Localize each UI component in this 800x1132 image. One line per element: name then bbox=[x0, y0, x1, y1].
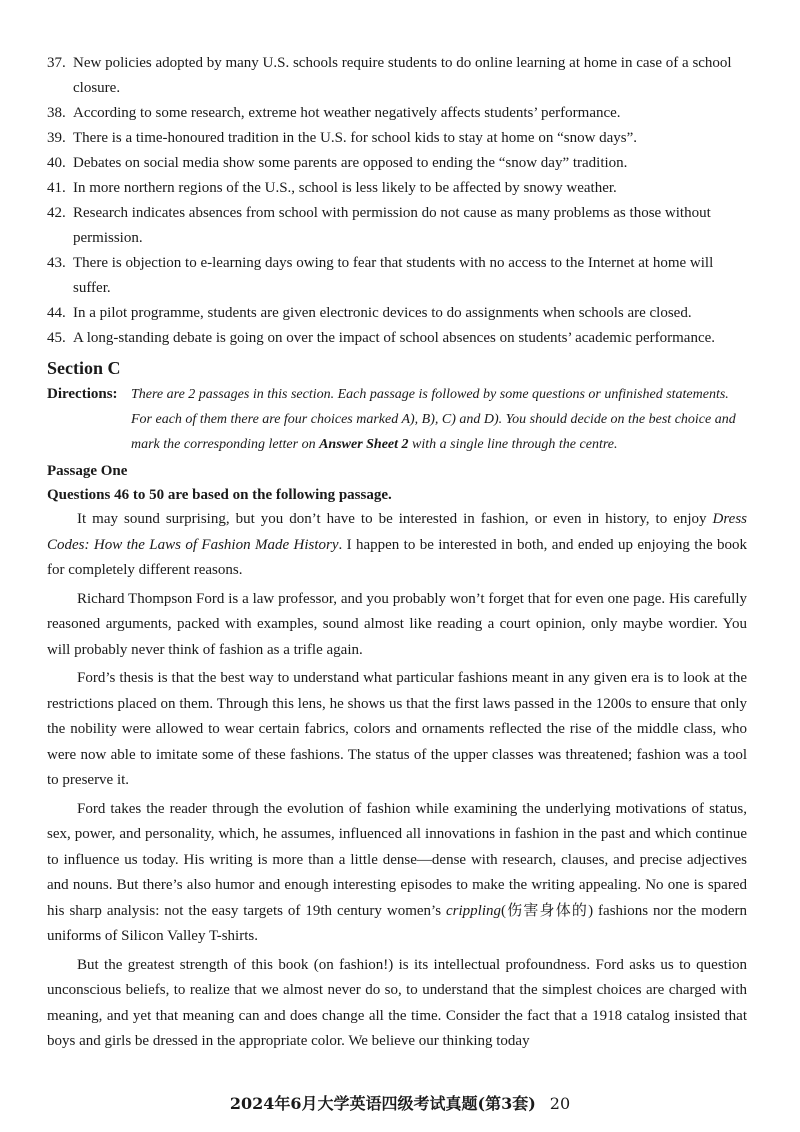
page-number: 20 bbox=[549, 1094, 571, 1113]
questions-range: Questions 46 to 50 are based on the following passage. bbox=[47, 487, 392, 503]
statement-number: 45. bbox=[47, 330, 66, 346]
page-footer bbox=[0, 1092, 800, 1116]
directions-label: Directions: bbox=[47, 386, 118, 402]
statement-item bbox=[47, 301, 747, 326]
statement-item bbox=[47, 151, 747, 176]
statement-number: 42. bbox=[47, 205, 66, 221]
statement-number: 44. bbox=[47, 305, 66, 321]
paragraph-text: fashions nor the modern uniforms of Silicon Valley T-shirts. bbox=[47, 902, 747, 944]
statement-list bbox=[47, 51, 747, 351]
passage-paragraph-5: But the greatest strength of this book (on fashion!) is its intellectual profoundness. Ford asks us to question unconscious beliefs, to realize that we almost never do so, to understand that the simplest choices are charged with meaning, and yet that meaning can and does change all the time. Consider the fact that a 1918 catalog insisted that boys and girls be dressed in the appropriate color. We believe our thinking today bbox=[47, 956, 747, 1049]
page-content bbox=[47, 51, 747, 1058]
paragraph-text: Ford takes the reader through the evolution of fashion while examining the underlying motivations of status, sex, power, and personality, which, he assumes, influenced all innovations in fashion in the past and which continue to influence us today. His writing is more than a little dense—dense with research, clauses, and precise adjectives and nouns. But there’s also humor and enough interesting episodes to make the writing appealing. No one is spared his sharp analysis: not the easy targets of 19th century women’s bbox=[47, 800, 747, 919]
statement-item bbox=[47, 201, 747, 251]
statement-number: 40. bbox=[47, 155, 66, 171]
passage-paragraph-1 bbox=[47, 507, 747, 584]
statement-text: Debates on social media show some parents are opposed to ending the “snow day” tradition. bbox=[73, 155, 628, 171]
statement-number: 37. bbox=[47, 55, 66, 71]
directions-text-part2: with a single line through the centre. bbox=[408, 437, 618, 452]
passage-paragraph-2: Richard Thompson Ford is a law professor, and you probably won’t forget that for even one page. His carefully reasoned arguments, packed with examples, sound almost like reading a court opinion, only maybe wordier. You will probably never think of fashion as a trifle again. bbox=[47, 590, 747, 658]
statement-item bbox=[47, 126, 747, 151]
statement-text: A long-standing debate is going on over the impact of school absences on students’ academic performance. bbox=[73, 330, 716, 346]
statement-text: There is objection to e-learning days owing to fear that students with no access to the Internet at home will suffer. bbox=[73, 255, 714, 296]
passage-paragraph-3: Ford’s thesis is that the best way to understand what particular fashions meant in any given era is to look at the restrictions placed on them. Through this lens, he shows us that the first laws passed in the 1200s to ensure that only the nobility were allowed to wear certain fabrics, colors and ornaments reflected the rise of the middle class, who were now able to imitate some of these fashions. The status of the upper classes was threatened; fashion was a tool to preserve it. bbox=[47, 670, 747, 788]
book-title: Dress Codes: How the Laws of Fashion Made History bbox=[47, 511, 747, 553]
statement-number: 38. bbox=[47, 105, 66, 121]
statement-item bbox=[47, 176, 747, 201]
statement-text: According to some research, extreme hot weather negatively affects students’ performance. bbox=[73, 105, 621, 121]
statement-text: In more northern regions of the U.S., school is less likely to be affected by snowy weather. bbox=[73, 180, 617, 196]
footer-title: 2024年6月大学英语四级考试真题(第3套) bbox=[229, 1094, 536, 1113]
statement-number: 41. bbox=[47, 180, 66, 196]
statement-text: New policies adopted by many U.S. schools require students to do online learning at home in case of a school closure. bbox=[73, 55, 732, 96]
passage-paragraph-4 bbox=[47, 797, 747, 950]
statement-text: Research indicates absences from school with permission do not cause as many problems as those without permission. bbox=[73, 205, 711, 246]
directions-text bbox=[131, 382, 747, 457]
statement-item bbox=[47, 251, 747, 301]
statement-item bbox=[47, 326, 747, 351]
statement-item bbox=[47, 101, 747, 126]
statement-number: 39. bbox=[47, 130, 66, 146]
statement-item bbox=[47, 51, 747, 101]
statement-number: 43. bbox=[47, 255, 66, 271]
passage-title: Passage One bbox=[47, 463, 128, 479]
glossed-word: crippling bbox=[445, 902, 501, 919]
answer-sheet-label: Answer Sheet 2 bbox=[319, 437, 409, 452]
statement-text: In a pilot programme, students are given electronic devices to do assignments when schools are closed. bbox=[73, 305, 692, 321]
section-title: Section C bbox=[47, 358, 121, 378]
directions bbox=[47, 382, 747, 457]
statement-text: There is a time-honoured tradition in the U.S. for school kids to stay at home on “snow days”. bbox=[73, 130, 638, 146]
directions-text-part1: There are 2 passages in this section. Each passage is followed by some questions or unfinished statements. For each of them there are four choices marked A), B), C) and D). You should decide on the best choice and mark the corresponding letter on bbox=[131, 387, 736, 452]
paragraph-text: It may sound surprising, but you don’t have to be interested in fashion, or even in history, to enjoy bbox=[77, 511, 713, 527]
word-gloss: (伤害身体的) bbox=[500, 902, 594, 919]
paragraph-text: . I happen to be interested in both, and ended up enjoying the book for completely different reasons. bbox=[47, 536, 747, 578]
